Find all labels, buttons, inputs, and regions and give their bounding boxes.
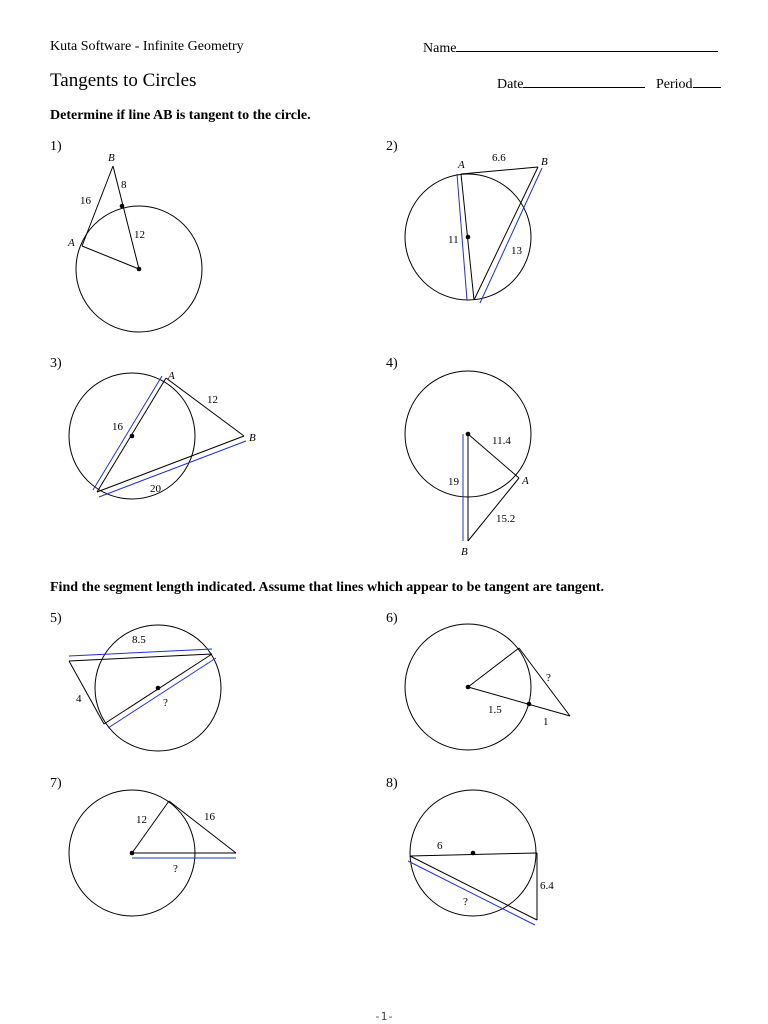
length-3: ? <box>173 863 178 875</box>
length-3: 12 <box>134 229 145 241</box>
length-3: 15.2 <box>496 513 516 525</box>
label-a: A <box>458 159 465 171</box>
center-point <box>466 235 471 240</box>
period-label: Period <box>655 77 693 92</box>
tangent-segment <box>69 661 104 724</box>
problem-6-number: 6) <box>386 611 398 626</box>
tangent-segment <box>519 648 570 716</box>
problem-5-number: 5) <box>50 611 62 626</box>
company-name: Kuta Software - Infinite Geometry <box>50 39 244 54</box>
tangent-segment <box>169 801 236 853</box>
length-1: 6.6 <box>492 152 506 164</box>
length-1: 12 <box>136 814 147 826</box>
center-point <box>130 434 135 439</box>
length-3: 1 <box>543 716 549 728</box>
label-a: A <box>168 370 175 382</box>
radius <box>468 648 519 687</box>
figure-2 <box>405 152 548 303</box>
length-3: 20 <box>150 483 161 495</box>
center-point <box>466 685 471 690</box>
intersection-point <box>527 702 532 707</box>
center-point <box>130 851 135 856</box>
label-a: A <box>68 237 75 249</box>
section-1-instruction: Determine if line AB is tangent to the circle. <box>50 108 311 123</box>
length-3: 13 <box>511 245 522 257</box>
length-2: 8 <box>121 179 127 191</box>
length-2: 11 <box>448 234 459 246</box>
center-point <box>466 432 471 437</box>
figure-4 <box>405 371 531 558</box>
length-2: 16 <box>204 811 215 823</box>
length-1: 12 <box>207 394 218 406</box>
worksheet-title: Tangents to Circles <box>50 70 197 91</box>
dimension-16 <box>93 376 162 490</box>
figure-8 <box>408 790 554 925</box>
segment-ab <box>166 378 244 436</box>
length-1: 11.4 <box>492 435 511 447</box>
length-2: 4 <box>76 693 82 705</box>
secant <box>468 687 570 716</box>
figure-6 <box>405 624 570 750</box>
figure-5 <box>69 625 221 751</box>
radius <box>132 801 169 853</box>
length-1: 8.5 <box>132 634 146 646</box>
label-b: B <box>108 152 115 164</box>
length-2: 16 <box>112 421 123 433</box>
length-2: 19 <box>448 476 459 488</box>
secant <box>410 856 537 920</box>
problem-4-number: 4) <box>386 356 398 371</box>
label-b: B <box>249 432 256 444</box>
date-label: Date <box>497 77 524 92</box>
length-3: ? <box>463 896 468 908</box>
section-2-instruction: Find the segment length indicated. Assume that lines which appear to be tangent are tangent. <box>50 580 605 595</box>
name-label: Name <box>423 41 457 56</box>
length-2: 6.4 <box>540 880 554 892</box>
center-point <box>471 851 476 856</box>
length-1: ? <box>546 672 551 684</box>
segment-ab <box>461 167 538 174</box>
segment-ab <box>468 478 519 541</box>
center-point <box>156 686 161 691</box>
page-number: -1- <box>374 1010 394 1023</box>
label-b: B <box>541 156 548 168</box>
length-1: 16 <box>80 195 91 207</box>
figure-3 <box>69 370 256 499</box>
problem-8-number: 8) <box>386 776 398 791</box>
figure-7 <box>69 790 236 916</box>
problem-7-number: 7) <box>50 776 62 791</box>
secant <box>97 436 244 492</box>
figure-1 <box>67 152 202 332</box>
label-a: A <box>522 475 529 487</box>
label-b: B <box>461 546 468 558</box>
center-point <box>137 267 142 272</box>
dimension-unknown <box>408 861 535 925</box>
problem-2-number: 2) <box>386 139 398 154</box>
length-1: 6 <box>437 840 443 852</box>
dimension-20 <box>99 441 246 497</box>
dimension-unknown <box>108 658 216 728</box>
intersection-point <box>120 204 125 209</box>
length-3: ? <box>163 697 168 709</box>
length-2: 1.5 <box>488 704 502 716</box>
problem-1-number: 1) <box>50 139 62 154</box>
radius <box>82 246 139 269</box>
problem-3-number: 3) <box>50 356 62 371</box>
